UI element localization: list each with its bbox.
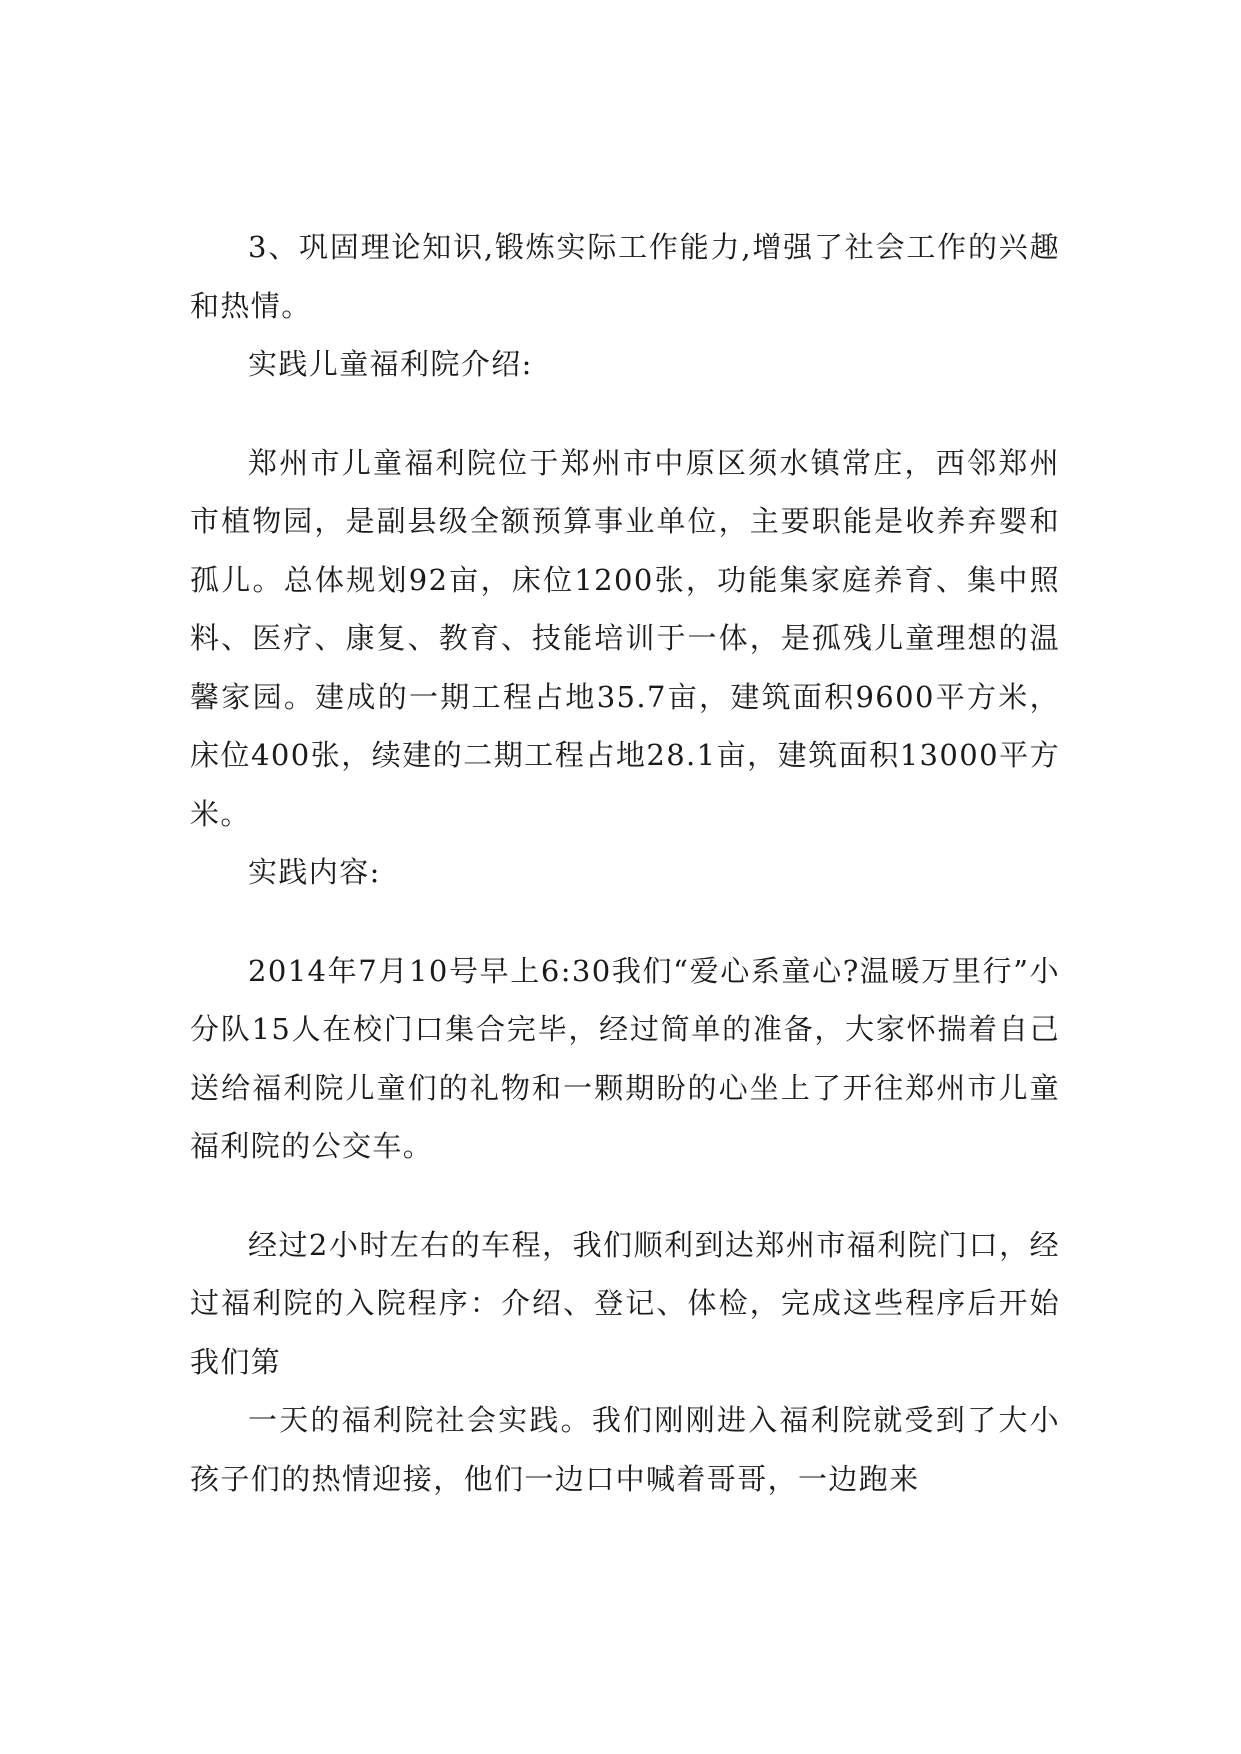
- document-page: [190, 218, 1060, 1508]
- paragraph-spacer: [190, 394, 1060, 434]
- heading-orphanage-intro: 实践儿童福利院介绍:: [248, 347, 533, 381]
- paragraph-spacer: [190, 902, 1060, 942]
- paragraph-orphanage-intro: 郑州市儿童福利院位于郑州市中原区须水镇常庄，西邻郑州市植物园，是副县级全额预算事业单位，主要职能是收养弃婴和孤儿。总体规划92亩，床位1200张，功能集家庭养育、集中照料、医疗、康复、教育、技能培训于一体，是孤残儿童理想的温馨家园。建成的一期工程占地35.7亩，建筑面积9600平方米，床位400张，续建的二期工程占地28.1亩，建筑面积13000平方米。: [190, 445, 1060, 831]
- paragraph-spacer: [190, 1176, 1060, 1216]
- paragraph-goal-3: 3、巩固理论知识,锻炼实际工作能力,增强了社会工作的兴趣和热情。: [190, 230, 1060, 323]
- paragraph-arrival: 经过2小时左右的车程，我们顺利到达郑州市福利院门口，经过福利院的入院程序：介绍、登记、体检，完成这些程序后开始我们第: [190, 1227, 1060, 1379]
- paragraph-departure: 2014年7月10号早上6:30我们“爱心系童心?温暖万里行”小分队15人在校门口集合完毕，经过简单的准备，大家怀揣着自己送给福利院儿童们的礼物和一颗期盼的心坐上了开往郑州市儿童福利院的公交车。: [190, 953, 1060, 1163]
- heading-practice-content: 实践内容:: [248, 855, 381, 889]
- paragraph-first-day: 一天的福利院社会实践。我们刚刚进入福利院就受到了大小孩子们的热情迎接，他们一边口中喊着哥哥，一边跑来: [190, 1403, 1060, 1496]
